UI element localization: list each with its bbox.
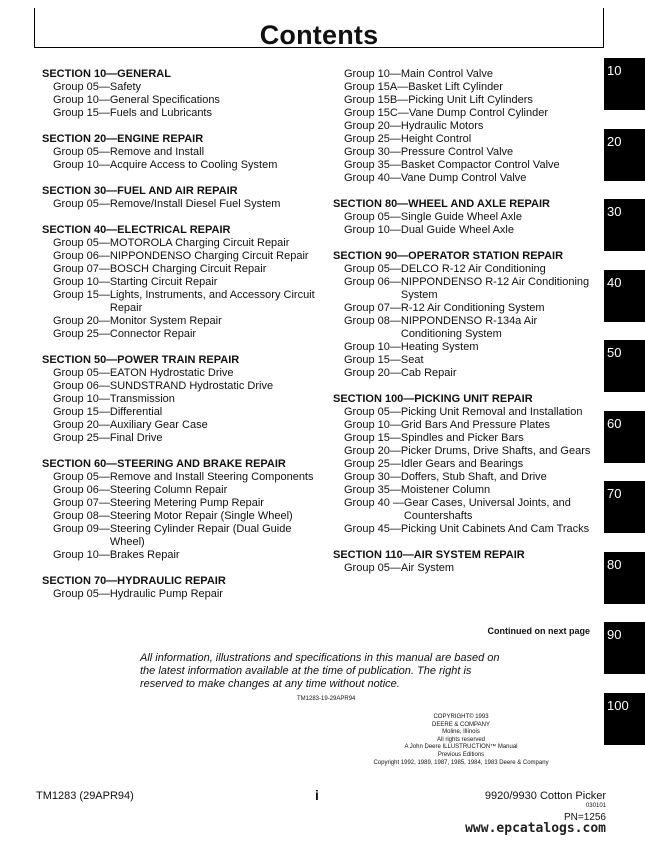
group-title: Pressure Control Valve	[400, 146, 514, 158]
group-title: Steering Metering Pump Repair	[109, 497, 264, 509]
group-title: Picking Unit Lift Cylinders	[408, 94, 533, 106]
toc-section	[333, 549, 601, 575]
group-title: Spindles and Picker Bars	[400, 432, 524, 444]
footer-code: 030101	[585, 803, 606, 809]
toc-entry[interactable]	[333, 432, 601, 445]
section-tab[interactable]: 10	[604, 58, 645, 110]
toc-entry[interactable]	[333, 341, 601, 354]
group-title: Doffers, Stub Shaft, and Drive	[400, 471, 547, 483]
group-number: Group 05—	[344, 263, 401, 275]
group-number: Group 05—	[53, 146, 110, 158]
group-number: Group 05—	[53, 471, 110, 483]
toc-section	[333, 250, 601, 380]
section-heading[interactable]: SECTION 110—AIR SYSTEM REPAIR	[333, 549, 525, 561]
section-tab[interactable]: 20	[604, 129, 645, 181]
toc-entry[interactable]	[42, 315, 317, 328]
toc-entry[interactable]	[333, 406, 601, 419]
group-number: Group 20—	[344, 367, 401, 379]
group-title: Remove and Install Steering Components	[109, 471, 314, 483]
toc-entry[interactable]	[333, 107, 601, 120]
group-title: Transmission	[109, 393, 175, 405]
group-number: Group 10—	[53, 159, 110, 171]
toc-entry[interactable]	[333, 94, 601, 107]
group-number: Group 45—	[344, 523, 401, 535]
toc-entry[interactable]	[42, 406, 317, 419]
toc-entry[interactable]	[333, 81, 601, 94]
group-number: Group 07—	[53, 263, 110, 275]
toc-entry[interactable]	[333, 367, 601, 380]
group-title: MOTOROLA Charging Circuit Repair	[109, 237, 290, 249]
group-title: Seat	[400, 354, 424, 366]
toc-entry[interactable]	[42, 484, 317, 497]
group-title: Air System	[400, 562, 455, 574]
footer-product: 9920/9930 Cotton Picker	[484, 790, 606, 802]
toc-entry[interactable]	[333, 445, 601, 458]
copyright-line: DEERE & COMPANY	[432, 721, 490, 728]
group-number: Group 10—	[344, 341, 401, 353]
group-number: Group 15—	[53, 406, 110, 418]
group-title: Monitor System Repair	[109, 315, 222, 327]
section-heading[interactable]: SECTION 80—WHEEL AND AXLE REPAIR	[333, 198, 550, 210]
group-title: Connector Repair	[109, 328, 197, 340]
toc-section	[333, 68, 601, 185]
section-heading[interactable]: SECTION 50—POWER TRAIN REPAIR	[42, 354, 240, 366]
toc-entry[interactable]	[333, 471, 601, 484]
group-title: Lights, Instruments, and Accessory Circuit Repair	[109, 289, 315, 314]
group-title: Single Guide Wheel Axle	[400, 211, 522, 223]
section-heading[interactable]: SECTION 70—HYDRAULIC REPAIR	[42, 575, 226, 587]
section-heading[interactable]: SECTION 60—STEERING AND BRAKE REPAIR	[42, 458, 286, 470]
copyright-line: Previous Editions	[437, 751, 485, 758]
group-title: Steering Column Repair	[109, 484, 228, 496]
group-number: Group 15C—	[344, 107, 409, 119]
toc-entry[interactable]	[42, 146, 317, 159]
group-title: Picking Unit Removal and Installation	[400, 406, 583, 418]
toc-section	[333, 198, 601, 237]
section-heading[interactable]: SECTION 20—ENGINE REPAIR	[42, 133, 204, 145]
copyright-line: A John Deere ILLUSTRUCTION™ Manual	[404, 744, 518, 751]
group-number: Group 05—	[53, 588, 110, 600]
group-number: Group 05—	[53, 237, 110, 249]
group-number: Group 10—	[344, 68, 401, 80]
toc-entry[interactable]	[42, 328, 317, 341]
group-number: Group 05—	[344, 406, 401, 418]
section-heading[interactable]: SECTION 30—FUEL AND AIR REPAIR	[42, 185, 238, 197]
toc-entry[interactable]	[42, 471, 317, 484]
group-title: Differential	[109, 406, 163, 418]
toc-entry[interactable]	[42, 367, 317, 380]
notice-text: All information, illustrations and specifications in this manual are based on the latest information available at the time of publication. The right is reserved to make changes at any time without notice.	[140, 652, 500, 690]
toc-entry[interactable]	[333, 315, 601, 341]
group-number: Group 10—	[53, 549, 110, 561]
group-number: Group 06—	[53, 250, 110, 262]
group-title: BOSCH Charging Circuit Repair	[109, 263, 267, 275]
toc-entry[interactable]	[333, 419, 601, 432]
continued-note: Continued on next page	[487, 626, 590, 636]
group-number: Group 15—	[53, 107, 110, 119]
group-title: Moistener Column	[400, 484, 491, 496]
toc-entry[interactable]	[42, 107, 317, 120]
title-box	[34, 8, 604, 48]
group-number: Group 10—	[53, 94, 110, 106]
group-number: Group 40 —	[344, 497, 404, 509]
toc-entry[interactable]	[42, 497, 317, 510]
group-title: DELCO R-12 Air Conditioning	[400, 263, 546, 275]
group-title: Hydraulic Pump Repair	[109, 588, 223, 600]
section-heading[interactable]: SECTION 100—PICKING UNIT REPAIR	[333, 393, 533, 405]
group-number: Group 25—	[53, 432, 110, 444]
toc-entry[interactable]	[333, 354, 601, 367]
toc-entry[interactable]	[333, 263, 601, 276]
copyright-line: Copyright 1992, 1989, 1987, 1985, 1984, 1983 Deere & Company	[373, 759, 549, 766]
group-title: Final Drive	[109, 432, 163, 444]
copyright-line: All rights reserved	[436, 736, 486, 743]
group-title: R-12 Air Conditioning System	[400, 302, 545, 314]
group-title: Vane Dump Control Valve	[400, 172, 527, 184]
section-tab[interactable]: 30	[604, 199, 645, 251]
group-title: Remove/Install Diesel Fuel System	[109, 198, 281, 210]
group-title: Height Control	[400, 133, 472, 145]
group-number: Group 25—	[344, 133, 401, 145]
group-number: Group 06—	[53, 484, 110, 496]
section-tab[interactable]: 60	[604, 411, 645, 463]
section-tab[interactable]: 50	[604, 340, 645, 392]
toc-entry[interactable]	[42, 510, 317, 523]
toc-entry[interactable]	[42, 419, 317, 432]
contents-left-column	[42, 68, 317, 614]
group-number: Group 05—	[344, 562, 401, 574]
footer-manual-id: TM1283 (29APR94)	[36, 790, 134, 802]
group-title: Basket Compactor Control Valve	[400, 159, 560, 171]
group-title: NIPPONDENSO R-134a Air Conditioning System	[400, 315, 538, 340]
toc-section	[42, 68, 317, 120]
toc-entry[interactable]	[333, 523, 601, 536]
group-title: Remove and Install	[109, 146, 205, 158]
toc-section	[42, 458, 317, 562]
group-title: General Specifications	[109, 94, 220, 106]
group-title: Safety	[109, 81, 142, 93]
toc-entry[interactable]	[42, 159, 317, 172]
section-tab[interactable]: 40	[604, 270, 645, 322]
group-title: Fuels and Lubricants	[109, 107, 212, 119]
group-number: Group 10—	[53, 393, 110, 405]
section-heading[interactable]: SECTION 90—OPERATOR STATION REPAIR	[333, 250, 564, 262]
section-heading[interactable]: SECTION 40—ELECTRICAL REPAIR	[42, 224, 231, 236]
group-title: Basket Lift Cylinder	[408, 81, 503, 93]
toc-entry[interactable]	[333, 133, 601, 146]
section-tab[interactable]: 70	[604, 481, 645, 533]
group-title: Idler Gears and Bearings	[400, 458, 524, 470]
group-number: Group 30—	[344, 471, 401, 483]
toc-entry[interactable]	[42, 237, 317, 250]
toc-entry[interactable]	[42, 276, 317, 289]
toc-entry[interactable]	[333, 276, 601, 302]
group-number: Group 35—	[344, 159, 401, 171]
group-number: Group 08—	[53, 510, 110, 522]
toc-entry[interactable]	[333, 302, 601, 315]
group-title: Main Control Valve	[400, 68, 493, 80]
group-number: Group 20—	[344, 120, 401, 132]
group-number: Group 05—	[53, 198, 110, 210]
group-title: Auxiliary Gear Case	[109, 419, 208, 431]
group-number: Group 07—	[53, 497, 110, 509]
group-number: Group 05—	[344, 211, 401, 223]
group-number: Group 20—	[344, 445, 401, 457]
group-title: Brakes Repair	[109, 549, 180, 561]
toc-entry[interactable]	[42, 588, 317, 601]
group-number: Group 15—	[53, 289, 110, 301]
watermark: www.epcatalogs.com	[465, 821, 606, 836]
toc-entry[interactable]	[333, 68, 601, 81]
toc-entry[interactable]	[333, 159, 601, 172]
group-number: Group 30—	[344, 146, 401, 158]
toc-entry[interactable]	[42, 432, 317, 445]
group-title: Acquire Access to Cooling System	[109, 159, 278, 171]
group-title: Cab Repair	[400, 367, 457, 379]
toc-section	[42, 354, 317, 445]
toc-entry[interactable]	[333, 224, 601, 237]
group-title: NIPPONDENSO R-12 Air Conditioning System	[400, 276, 590, 301]
group-title: Hydraulic Motors	[400, 120, 484, 132]
group-number: Group 25—	[53, 328, 110, 340]
group-number: Group 15B—	[344, 94, 409, 106]
group-number: Group 15A—	[344, 81, 409, 93]
section-heading[interactable]: SECTION 10—GENERAL	[42, 68, 171, 80]
group-number: Group 07—	[344, 302, 401, 314]
toc-entry[interactable]	[333, 562, 601, 575]
group-title: Gear Cases, Universal Joints, and Countershafts	[403, 497, 571, 522]
group-title: Dual Guide Wheel Axle	[400, 224, 514, 236]
group-title: SUNDSTRAND Hydrostatic Drive	[109, 380, 274, 392]
group-number: Group 10—	[344, 419, 401, 431]
group-number: Group 06—	[344, 276, 401, 288]
toc-entry[interactable]	[333, 172, 601, 185]
toc-entry[interactable]	[333, 458, 601, 471]
group-title: Heating System	[400, 341, 479, 353]
toc-entry[interactable]	[42, 393, 317, 406]
contents-right-column	[333, 68, 601, 588]
footer-page-number: i	[315, 787, 319, 803]
section-tab[interactable]: 100	[604, 693, 645, 745]
group-title: Steering Cylinder Repair (Dual Guide Wheel)	[109, 523, 292, 548]
toc-entry[interactable]	[333, 497, 601, 523]
group-title: Picker Drums, Drive Shafts, and Gears	[400, 445, 591, 457]
page-title: Contents	[259, 20, 379, 50]
toc-entry[interactable]	[42, 198, 317, 211]
toc-entry[interactable]	[42, 380, 317, 393]
group-title: EATON Hydrostatic Drive	[109, 367, 234, 379]
group-title: Grid Bars And Pressure Plates	[400, 419, 551, 431]
section-tab[interactable]: 80	[604, 552, 645, 604]
group-number: Group 08—	[344, 315, 401, 327]
group-number: Group 15—	[344, 354, 401, 366]
group-title: Picking Unit Cabinets And Cam Tracks	[400, 523, 590, 535]
toc-entry[interactable]	[333, 146, 601, 159]
group-number: Group 15—	[344, 432, 401, 444]
group-number: Group 20—	[53, 315, 110, 327]
group-number: Group 10—	[344, 224, 401, 236]
group-title: NIPPONDENSO Charging Circuit Repair	[109, 250, 309, 262]
toc-entry[interactable]	[333, 120, 601, 133]
copyright-line: COPYRIGHT© 1993	[433, 714, 489, 720]
group-title: Vane Dump Control Cylinder	[408, 107, 549, 119]
toc-section	[333, 393, 601, 536]
group-number: Group 05—	[53, 81, 110, 93]
toc-entry[interactable]	[42, 263, 317, 276]
toc-section	[42, 185, 317, 211]
group-number: Group 25—	[344, 458, 401, 470]
toc-entry[interactable]	[42, 94, 317, 107]
group-number: Group 35—	[344, 484, 401, 496]
toc-section	[42, 133, 317, 172]
footer-pn: PN=1256	[564, 812, 606, 823]
toc-section	[42, 575, 317, 601]
copyright-block	[358, 714, 564, 767]
toc-entry[interactable]	[333, 211, 601, 224]
toc-entry[interactable]	[42, 250, 317, 263]
toc-entry[interactable]	[333, 484, 601, 497]
group-number: Group 06—	[53, 380, 110, 392]
group-number: Group 40—	[344, 172, 401, 184]
toc-entry[interactable]	[42, 289, 317, 315]
notice-code: TM1283-19-29APR94	[297, 696, 356, 702]
toc-section	[42, 224, 317, 341]
copyright-line: Moline, Illinois	[442, 729, 480, 736]
group-title: Starting Circuit Repair	[109, 276, 218, 288]
toc-entry[interactable]	[42, 81, 317, 94]
group-number: Group 20—	[53, 419, 110, 431]
toc-entry[interactable]	[42, 549, 317, 562]
toc-entry[interactable]	[42, 523, 317, 549]
section-tab[interactable]: 90	[604, 622, 645, 674]
group-number: Group 09—	[53, 523, 110, 535]
group-title: Steering Motor Repair (Single Wheel)	[109, 510, 293, 522]
group-number: Group 05—	[53, 367, 110, 379]
group-number: Group 10—	[53, 276, 110, 288]
